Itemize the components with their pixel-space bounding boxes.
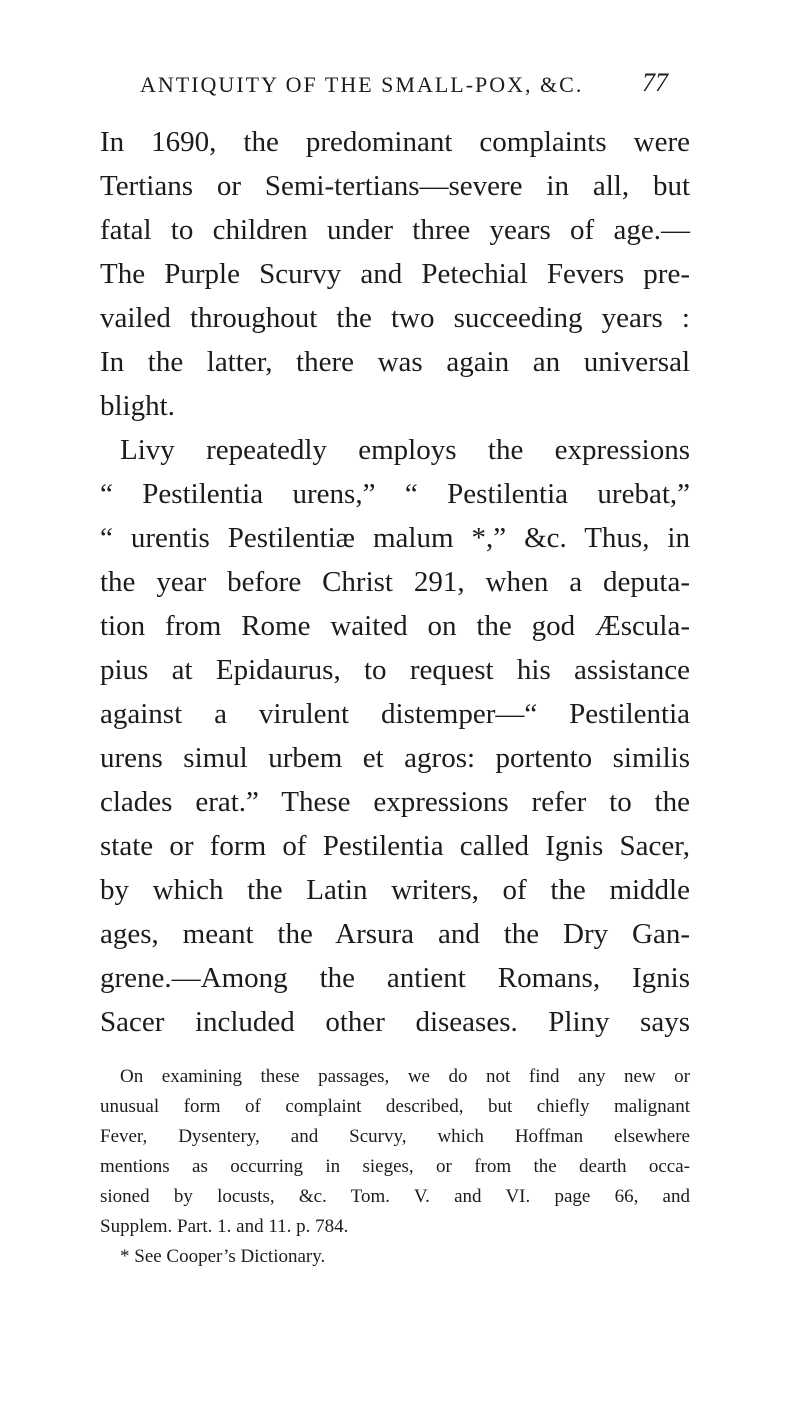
body-line: clades erat.” These expressions refer to the: [100, 786, 690, 818]
body-line: vailed throughout the two succeeding years :: [100, 302, 690, 334]
running-head: ANTIQUITY OF THE SMALL-POX, &C.: [140, 72, 584, 97]
body-line: “ urentis Pestilentiæ malum *,” &c. Thus, in: [100, 522, 690, 554]
body-line: urens simul urbem et agros: portento similis: [100, 742, 690, 774]
body-line: “ Pestilentia urens,” “ Pestilentia urebat,”: [100, 478, 690, 510]
footnote-line: * See Cooper’s Dictionary.: [120, 1246, 326, 1267]
footnote-line: sioned by locusts, &c. Tom. V. and VI. page 66, and: [100, 1186, 690, 1207]
body-line: grene.—Among the antient Romans, Ignis: [100, 962, 690, 994]
body-line: by which the Latin writers, of the middle: [100, 874, 690, 906]
footnote-line: unusual form of complaint described, but chiefly malignant: [100, 1096, 690, 1117]
footnote-line: On examining these passages, we do not find any new or: [120, 1066, 690, 1087]
footnote-line: Fever, Dysentery, and Scurvy, which Hoffman elsewhere: [100, 1126, 690, 1147]
body-line: pius at Epidaurus, to request his assistance: [100, 654, 690, 686]
body-line: In 1690, the predominant complaints were: [100, 126, 690, 158]
footnotes: [100, 1062, 690, 1272]
body-line: the year before Christ 291, when a deputa-: [100, 566, 690, 598]
body-line: In the latter, there was again an universal: [100, 346, 690, 378]
footnote-line: Supplem. Part. 1. and 11. p. 784.: [100, 1216, 349, 1237]
body-line: tion from Rome waited on the god Æscula-: [100, 610, 690, 642]
body-line: blight.: [100, 390, 175, 422]
page-number: 77: [642, 68, 668, 97]
body-line: state or form of Pestilentia called Ignis Sacer,: [100, 830, 690, 862]
body-line: Tertians or Semi-tertians—severe in all, but: [100, 170, 690, 202]
body-line: fatal to children under three years of age.—: [100, 214, 690, 246]
body-line: against a virulent distemper—“ Pestilentia: [100, 698, 690, 730]
body-line: The Purple Scurvy and Petechial Fevers pre-: [100, 258, 690, 290]
footnote-line: mentions as occurring in sieges, or from the dearth occa-: [100, 1156, 690, 1177]
body-line: ages, meant the Arsura and the Dry Gan-: [100, 918, 690, 950]
body-line: Livy repeatedly employs the expressions: [120, 434, 690, 466]
body-text: [100, 120, 690, 1044]
body-line: Sacer included other diseases. Pliny says: [100, 1006, 690, 1038]
